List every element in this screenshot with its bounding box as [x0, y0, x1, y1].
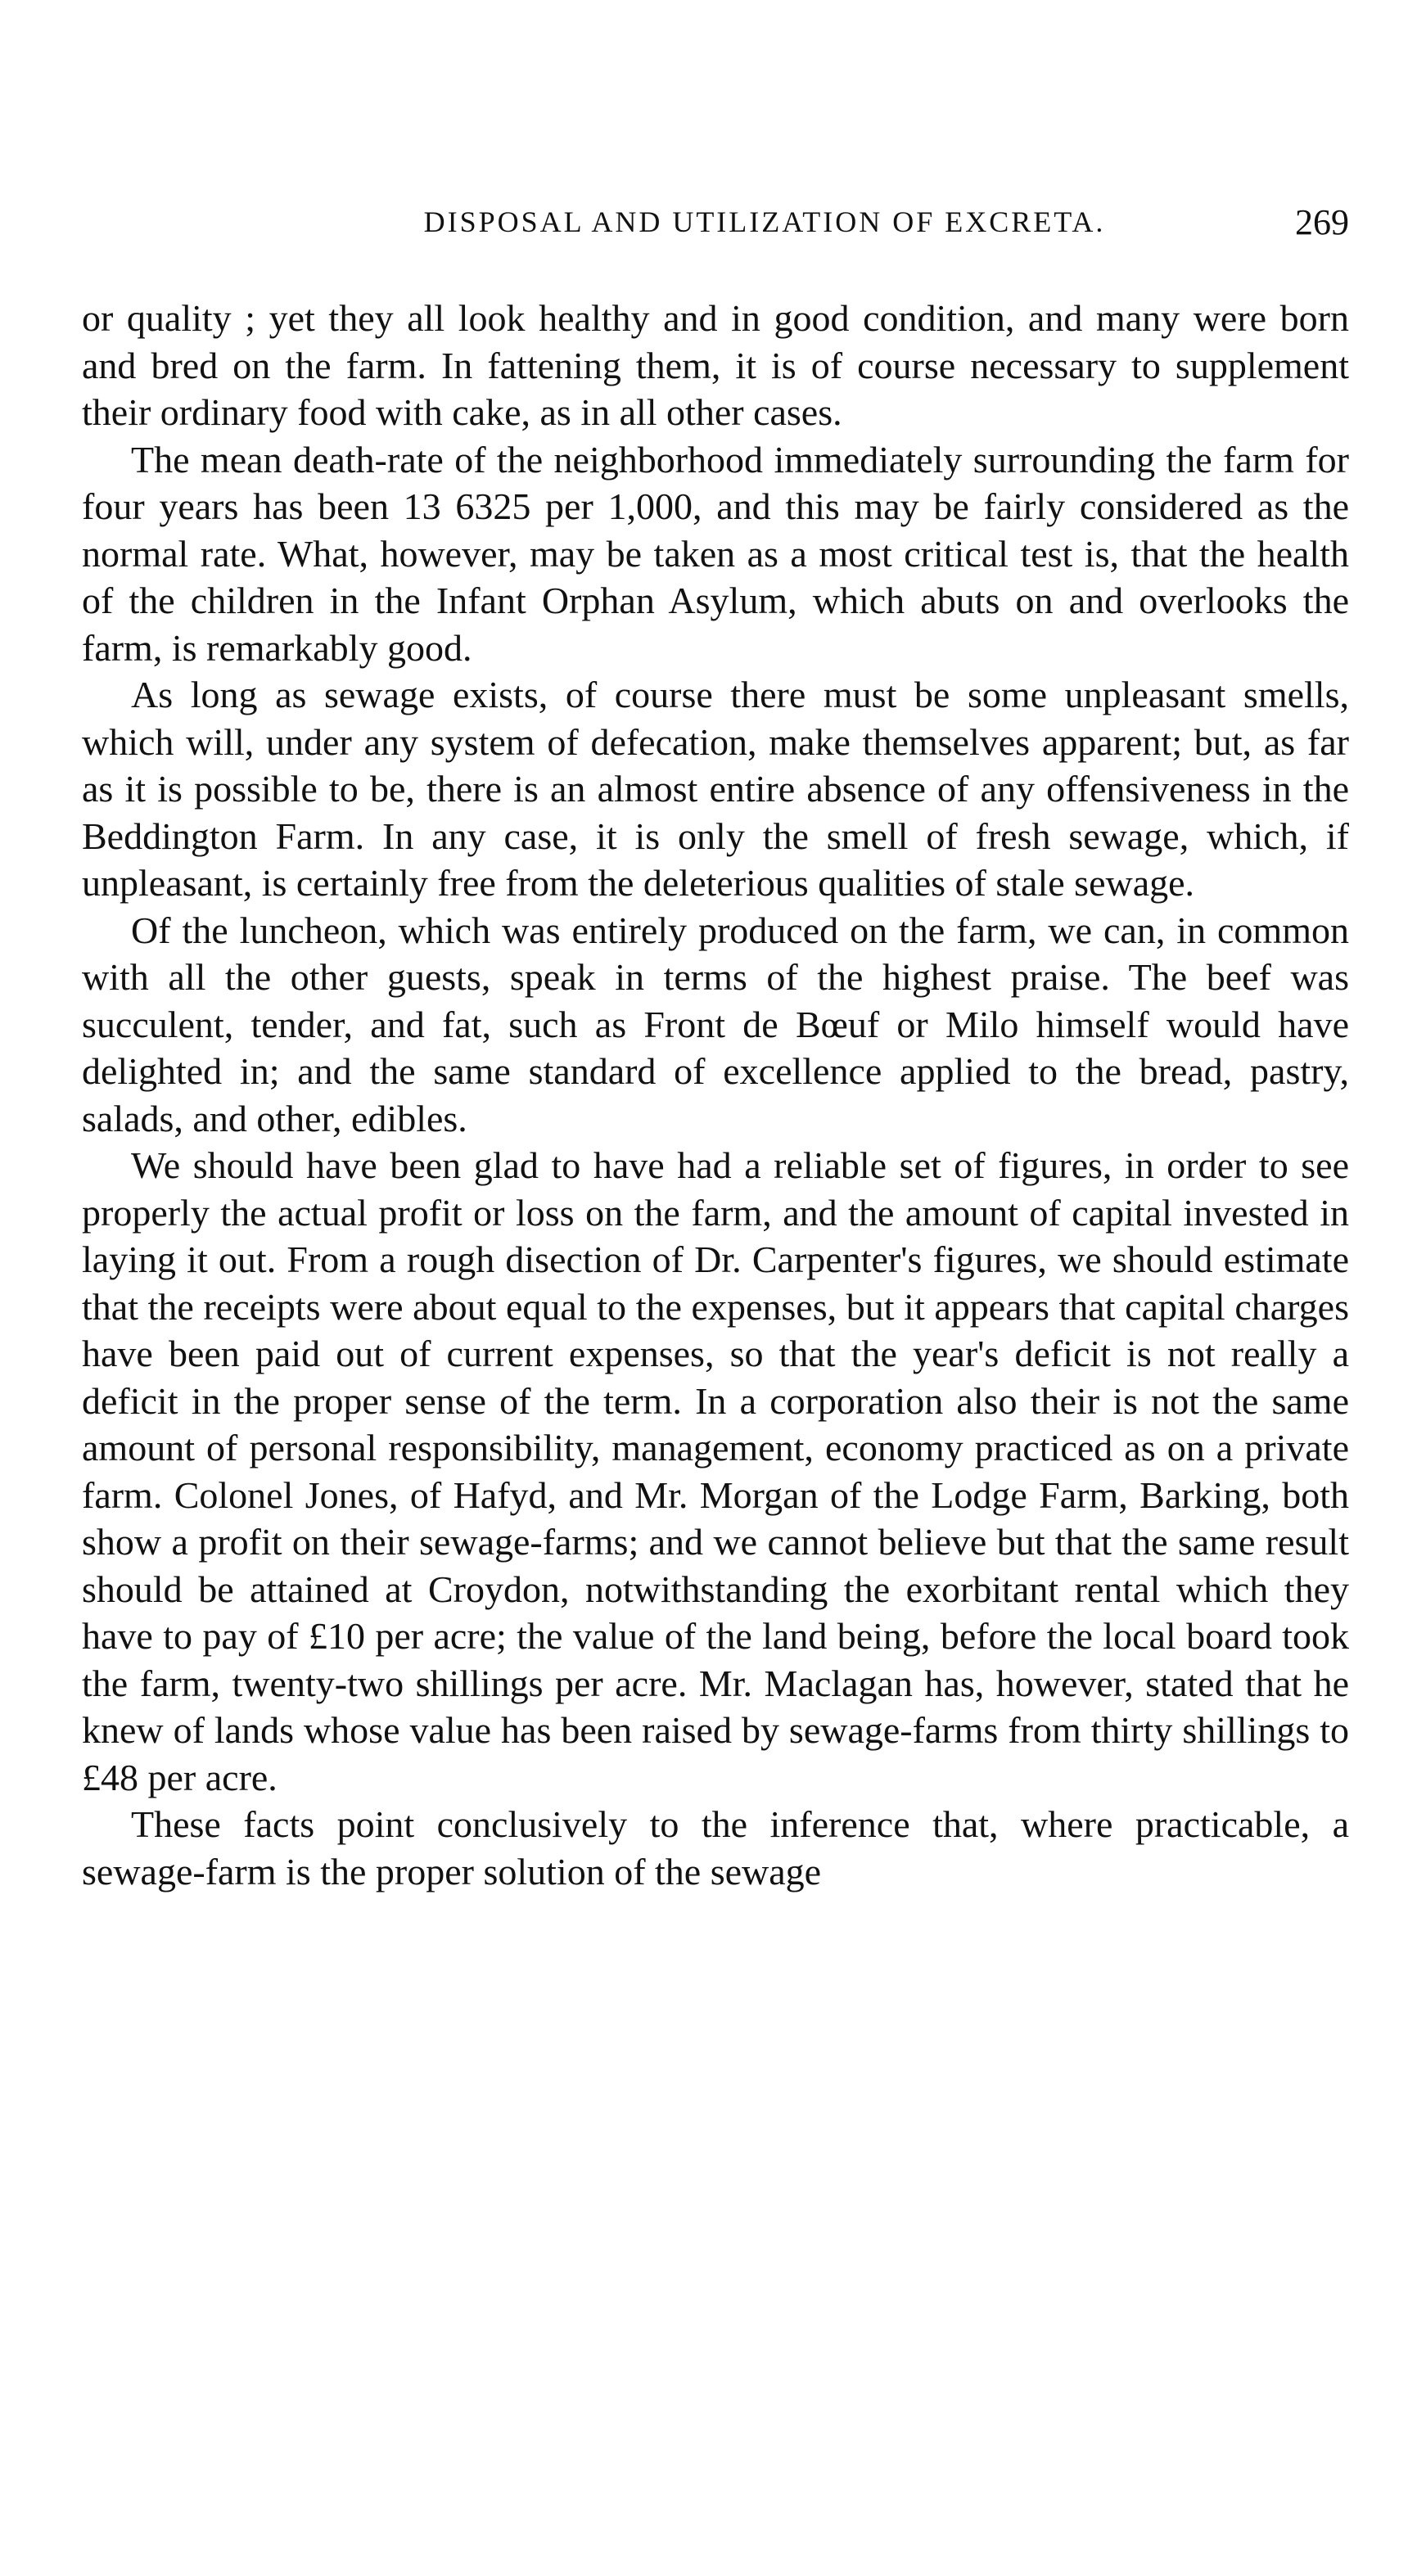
paragraph-6: These facts point conclusively to the inference that, where practicable, a sewage-farm is the proper solution of the sewage — [82, 1803, 1349, 1893]
page-number: 269 — [1295, 202, 1349, 242]
paragraph-1: or quality ; yet they all look healthy and in good condition, and many were born and bred on the farm. In fattening them, it is of course necessary to supplement their ordinary food with cake, as in all other cases. — [82, 297, 1349, 433]
running-title: DISPOSAL AND UTILIZATION OF EXCRETA. — [423, 205, 1106, 238]
running-header — [82, 202, 1349, 262]
paragraph-2: The mean death-rate of the neighborhood immediately surrounding the farm for four years has been 13 6325 per 1,000, and this may be fairly considered as the normal rate. What, however, may be taken as a most critical test is, that the health of the children in the Infant Orphan Asylum, which abuts on and overlooks the farm, is remarkably good. — [82, 438, 1349, 669]
paragraph-3: As long as sewage exists, of course there must be some unpleasant smells, which will, under any system of defecation, make themselves apparent; but, as far as it is possible to be, there is an almost entire absence of any offensiveness in the Beddington Farm. In any case, it is only the smell of fresh sewage, which, if unpleasant, is certainly free from the deleterious qualities of stale sewage. — [82, 674, 1349, 904]
paragraph-5: We should have been glad to have had a reliable set of figures, in order to see properly the actual profit or loss on the farm, and the amount of capital invested in laying it out. From a rough disection of Dr. Carpenter's figures, we should estimate that the receipts were about equal to the expenses, but it appears that capital charges have been paid out of current expenses, so that the year's deficit is not really a deficit in the proper sense of the term. In a corporation also their is not the same amount of personal responsibility, management, economy practiced as on a private farm. Colonel Jones, of Hafyd, and Mr. Morgan of the Lodge Farm, Barking, both show a profit on their sewage-farms; and we cannot believe but that the same result should be attained at Croydon, notwithstanding the exorbitant rental which they have to pay of £10 per acre; the value of the land being, before the local board took the farm, twenty-two shillings per acre. Mr. Maclagan has, however, stated that he knew of lands whose value has been raised by sewage-farms from thirty shillings to £48 per acre. — [82, 1144, 1349, 1798]
book-page — [82, 202, 1349, 1895]
paragraph-4: Of the luncheon, which was entirely produced on the farm, we can, in common with all the other guests, speak in terms of the highest praise. The beef was succulent, tender, and fat, such as Front de Bœuf or Milo himself would have delighted in; and the same standard of excellence applied to the bread, pastry, salads, and other, edibles. — [82, 909, 1349, 1139]
body-text — [82, 295, 1349, 1895]
